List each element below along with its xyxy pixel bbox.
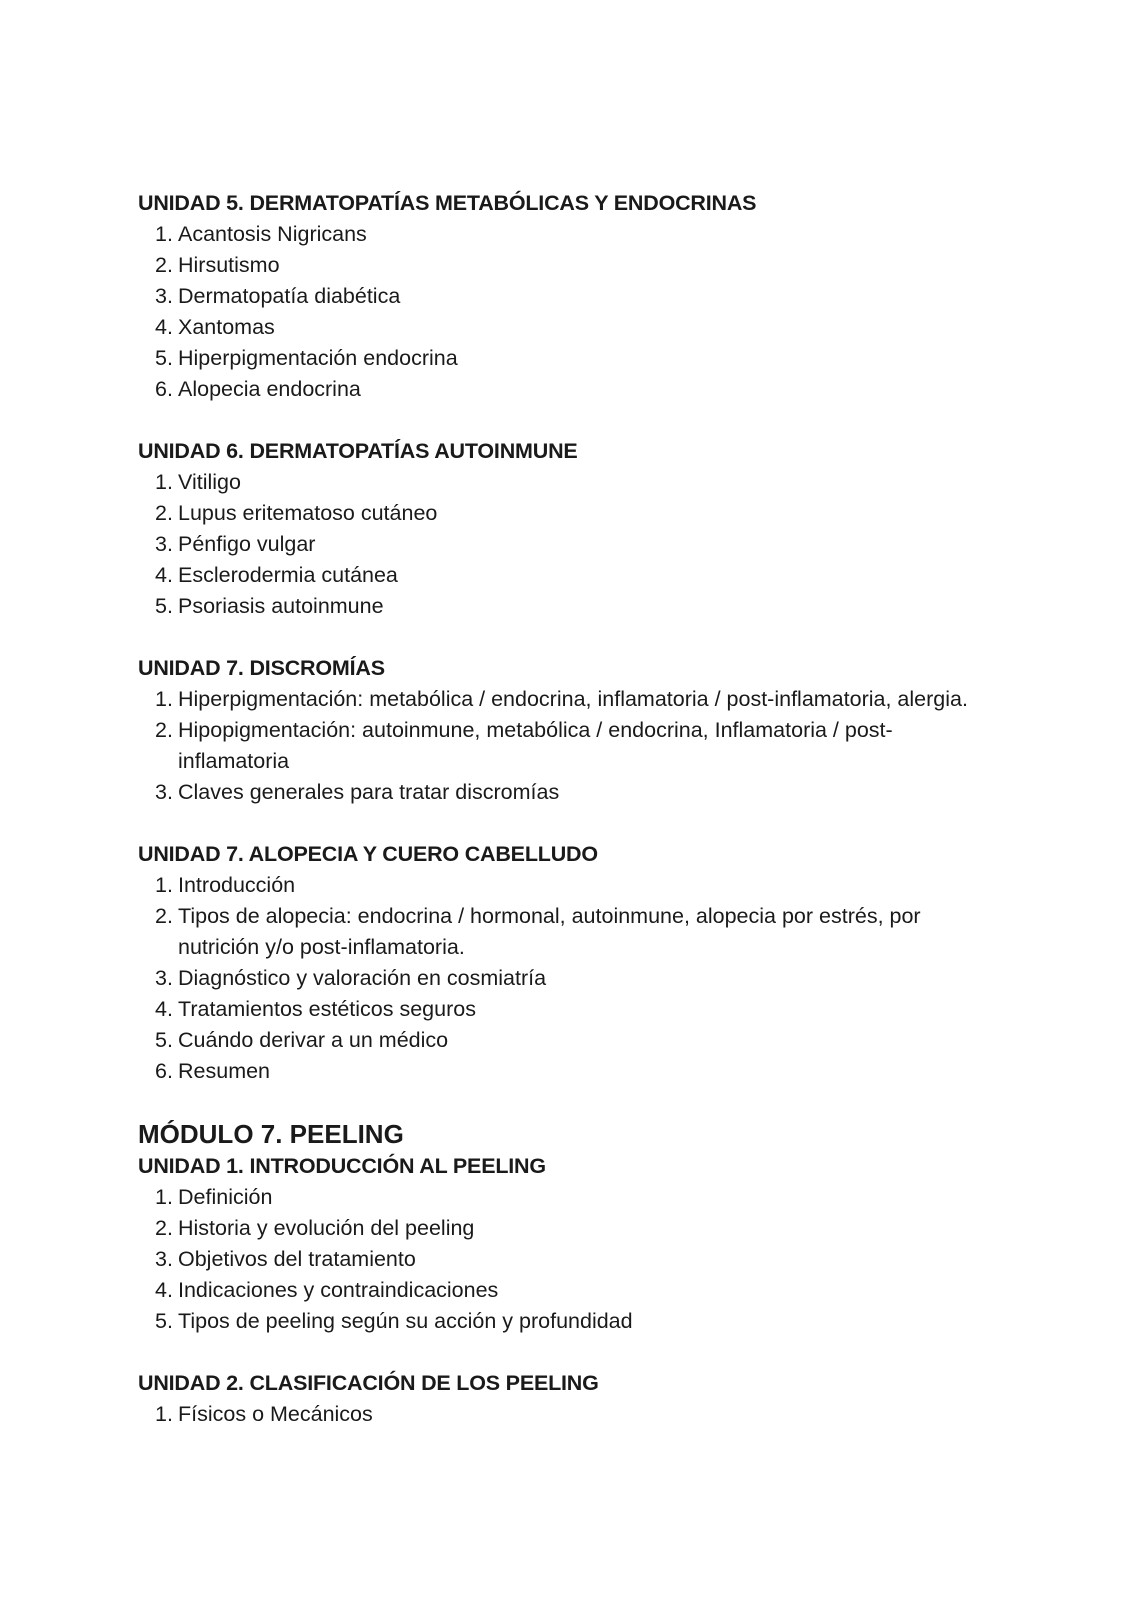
topic-item [138,281,998,312]
document-page [138,188,998,1430]
section-spacer [138,405,998,436]
topic-item [138,963,998,994]
unit-section [138,839,998,1087]
unit-title: UNIDAD 1. INTRODUCCIÓN AL PEELING [138,1154,546,1178]
unit-section [138,1368,998,1430]
topic-item [138,1025,998,1056]
topic-text: Hipopigmentación: autoinmune, metabólica / endocrina, Inflamatoria / post-inflamatoria [178,718,893,773]
section-spacer [138,622,998,653]
topic-number: 6. [155,377,173,401]
topic-item [138,1244,998,1275]
topic-text: Diagnóstico y valoración en cosmiatría [178,966,547,990]
topic-number: 4. [155,563,173,587]
topic-text: Historia y evolución del peeling [178,1216,475,1240]
unit-section [138,1151,998,1337]
topic-text: Definición [178,1185,273,1209]
topic-number: 4. [155,315,173,339]
unit-section [138,436,998,622]
topic-text: Lupus eritematoso cutáneo [178,501,438,525]
topic-item [138,343,998,374]
topic-item [138,684,998,715]
topic-text: Objetivos del tratamiento [178,1247,416,1271]
topic-item [138,374,998,405]
topic-text: Claves generales para tratar discromías [178,780,560,804]
unit-section [138,653,998,808]
topic-number: 2. [155,1216,173,1240]
sections-container [138,188,998,1118]
topic-list [138,1399,998,1430]
unit-title: UNIDAD 7. ALOPECIA Y CUERO CABELLUDO [138,842,598,866]
topic-number: 2. [155,253,173,277]
topic-item [138,1056,998,1087]
topic-text: Indicaciones y contraindicaciones [178,1278,499,1302]
topic-item [138,1213,998,1244]
topic-item [138,1275,998,1306]
topic-text: Tipos de alopecia: endocrina / hormonal, autoinmune, alopecia por estrés, por nutrición y/o post-inflamatoria. [178,904,921,959]
topic-text: Tipos de peeling según su acción y profundidad [178,1309,633,1333]
topic-number: 3. [155,780,173,804]
topic-number: 5. [155,1028,173,1052]
topic-number: 3. [155,966,173,990]
unit-title: UNIDAD 7. DISCROMÍAS [138,656,385,680]
topic-text: Esclerodermia cutánea [178,563,398,587]
unit-title: UNIDAD 6. DERMATOPATÍAS AUTOINMUNE [138,439,578,463]
topic-number: 5. [155,346,173,370]
topic-number: 2. [155,904,173,928]
topic-number: 2. [155,501,173,525]
topic-number: 4. [155,1278,173,1302]
topic-text: Hiperpigmentación endocrina [178,346,458,370]
topic-item [138,219,998,250]
topic-text: Resumen [178,1059,271,1083]
topic-text: Hiperpigmentación: metabólica / endocrina, inflamatoria / post-inflamatoria, alergia. [178,687,968,711]
topic-text: Hirsutismo [178,253,280,277]
topic-number: 3. [155,284,173,308]
topic-number: 1. [155,1185,173,1209]
topic-item [138,560,998,591]
topic-item [138,870,998,901]
section-spacer [138,808,998,839]
unit-title: UNIDAD 5. DERMATOPATÍAS METABÓLICAS Y ENDOCRINAS [138,191,757,215]
topic-item [138,591,998,622]
topic-number: 1. [155,1402,173,1426]
topic-number: 2. [155,718,173,742]
topic-text: Xantomas [178,315,275,339]
unit-title: UNIDAD 2. CLASIFICACIÓN DE LOS PEELING [138,1371,599,1395]
module-container [138,1118,998,1430]
topic-item [138,312,998,343]
topic-list [138,870,998,1087]
topic-item [138,250,998,281]
topic-item [138,715,998,777]
topic-number: 4. [155,997,173,1021]
module-units [138,1151,998,1430]
topic-number: 5. [155,1309,173,1333]
unit-section [138,188,998,405]
topic-list [138,219,998,405]
section-spacer [138,1087,998,1118]
topic-item [138,1399,998,1430]
module-title: MÓDULO 7. PEELING [138,1119,404,1149]
topic-item [138,994,998,1025]
topic-text: Introducción [178,873,296,897]
topic-list [138,467,998,622]
topic-item [138,1182,998,1213]
topic-text: Acantosis Nigricans [178,222,367,246]
topic-text: Alopecia endocrina [178,377,361,401]
topic-text: Cuándo derivar a un médico [178,1028,449,1052]
topic-number: 3. [155,532,173,556]
topic-item [138,777,998,808]
topic-text: Tratamientos estéticos seguros [178,997,476,1021]
topic-number: 1. [155,470,173,494]
topic-number: 5. [155,594,173,618]
topic-number: 1. [155,687,173,711]
topic-number: 1. [155,873,173,897]
topic-list [138,684,998,808]
topic-item [138,498,998,529]
topic-text: Físicos o Mecánicos [178,1402,373,1426]
topic-number: 1. [155,222,173,246]
topic-number: 6. [155,1059,173,1083]
topic-list [138,1182,998,1337]
topic-text: Pénfigo vulgar [178,532,316,556]
topic-item [138,1306,998,1337]
topic-number: 3. [155,1247,173,1271]
topic-text: Psoriasis autoinmune [178,594,384,618]
topic-text: Dermatopatía diabética [178,284,401,308]
topic-text: Vitiligo [178,470,241,494]
section-spacer [138,1337,998,1368]
topic-item [138,467,998,498]
topic-item [138,529,998,560]
topic-item [138,901,998,963]
